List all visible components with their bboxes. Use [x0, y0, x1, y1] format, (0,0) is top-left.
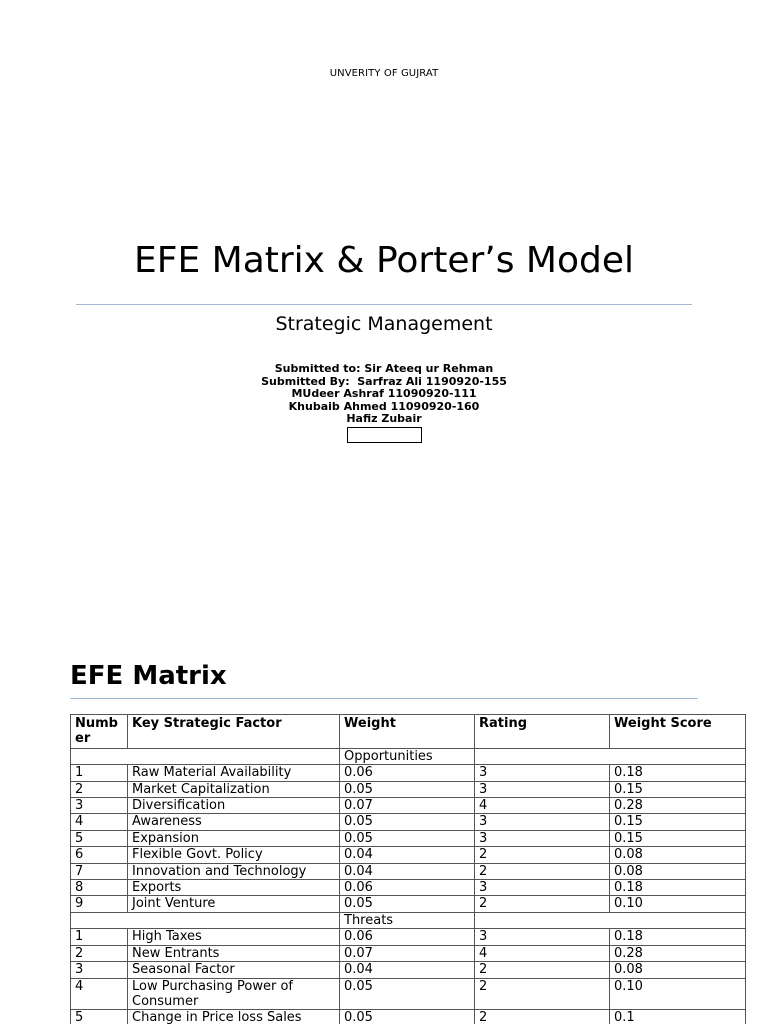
cell-score: 0.18 — [610, 765, 746, 781]
group-spacer-cell — [71, 912, 340, 928]
cell-score: 0.10 — [610, 896, 746, 912]
cell-factor: Innovation and Technology — [128, 863, 340, 879]
cell-rating: 2 — [475, 962, 610, 978]
cell-weight: 0.05 — [340, 896, 475, 912]
cell-weight: 0.04 — [340, 847, 475, 863]
column-header-score: Weight Score — [610, 715, 746, 749]
cell-number: 1 — [71, 765, 128, 781]
group-spacer-cell — [475, 912, 746, 928]
submitted-to-line: Submitted to: Sir Ateeq ur Rehman — [274, 362, 494, 375]
cell-number: 2 — [71, 945, 128, 961]
table-row — [71, 765, 746, 781]
cell-score: 0.10 — [610, 978, 746, 1010]
threats-group-row — [71, 912, 746, 928]
cell-number: 3 — [71, 962, 128, 978]
cell-weight: 0.07 — [340, 798, 475, 814]
cell-number: 2 — [71, 781, 128, 797]
cell-weight: 0.04 — [340, 863, 475, 879]
cell-factor: Diversification — [128, 798, 340, 814]
cell-rating: 3 — [475, 830, 610, 846]
cell-rating: 2 — [475, 978, 610, 1010]
cell-weight: 0.06 — [340, 929, 475, 945]
cell-factor: New Entrants — [128, 945, 340, 961]
cell-factor: Low Purchasing Power of Consumer — [128, 978, 340, 1010]
column-header-weight: Weight — [340, 715, 475, 749]
cell-rating: 3 — [475, 765, 610, 781]
table-row — [71, 798, 746, 814]
table-row — [71, 962, 746, 978]
cell-weight: 0.05 — [340, 978, 475, 1010]
cell-weight: 0.06 — [340, 880, 475, 896]
table-row — [71, 929, 746, 945]
cell-number: 5 — [71, 830, 128, 846]
cell-rating: 4 — [475, 945, 610, 961]
table-row — [71, 880, 746, 896]
cell-weight: 0.07 — [340, 945, 475, 961]
table-row — [71, 863, 746, 879]
cell-rating: 4 — [475, 798, 610, 814]
cell-score: 0.18 — [610, 880, 746, 896]
cell-number: 9 — [71, 896, 128, 912]
cell-factor: Exports — [128, 880, 340, 896]
cell-score: 0.15 — [610, 781, 746, 797]
cell-factor: Joint Venture — [128, 896, 340, 912]
cell-factor: Change in Price loss Sales — [128, 1010, 340, 1024]
opportunities-group-row — [71, 748, 746, 764]
empty-text-box — [347, 427, 422, 443]
cell-weight: 0.04 — [340, 962, 475, 978]
subtitle: Strategic Management — [275, 313, 493, 335]
cell-weight: 0.06 — [340, 765, 475, 781]
efe-matrix-table — [70, 714, 746, 1024]
cell-factor: High Taxes — [128, 929, 340, 945]
cell-number: 3 — [71, 798, 128, 814]
university-name: UNVERITY OF GUJRAT — [329, 68, 439, 79]
table-row — [71, 781, 746, 797]
cell-number: 7 — [71, 863, 128, 879]
cell-score: 0.28 — [610, 945, 746, 961]
cell-number: 8 — [71, 880, 128, 896]
cell-weight: 0.05 — [340, 814, 475, 830]
cell-weight: 0.05 — [340, 1010, 475, 1024]
cell-score: 0.28 — [610, 798, 746, 814]
cell-rating: 3 — [475, 880, 610, 896]
member-line: MUdeer Ashraf 11090920-111 — [291, 387, 477, 400]
page-title: EFE Matrix & Porter’s Model — [134, 240, 634, 281]
table-header-row — [71, 715, 746, 749]
cell-number: 6 — [71, 847, 128, 863]
cell-weight: 0.05 — [340, 781, 475, 797]
cell-factor: Raw Material Availability — [128, 765, 340, 781]
group-label-cell: Opportunities — [340, 748, 475, 764]
table-row — [71, 1010, 746, 1024]
cell-weight: 0.05 — [340, 830, 475, 846]
table-row — [71, 896, 746, 912]
member-line: Hafiz Zubair — [346, 412, 422, 425]
table-row — [71, 830, 746, 846]
cell-score: 0.15 — [610, 830, 746, 846]
cell-score: 0.15 — [610, 814, 746, 830]
cell-factor: Seasonal Factor — [128, 962, 340, 978]
column-header-factor: Key Strategic Factor — [128, 715, 340, 749]
group-spacer-cell — [475, 748, 746, 764]
section-divider — [70, 698, 698, 699]
cell-factor: Flexible Govt. Policy — [128, 847, 340, 863]
cell-rating: 2 — [475, 896, 610, 912]
table-row — [71, 847, 746, 863]
cell-score: 0.18 — [610, 929, 746, 945]
title-divider — [76, 304, 692, 305]
cell-score: 0.08 — [610, 863, 746, 879]
cell-score: 0.1 — [610, 1010, 746, 1024]
table-row — [71, 978, 746, 1010]
section-title: EFE Matrix — [70, 661, 227, 691]
cell-rating: 3 — [475, 814, 610, 830]
cell-score: 0.08 — [610, 847, 746, 863]
table-row — [71, 814, 746, 830]
table-body — [71, 748, 746, 1024]
cell-rating: 2 — [475, 847, 610, 863]
group-spacer-cell — [71, 748, 340, 764]
cell-factor: Market Capitalization — [128, 781, 340, 797]
member-line: Khubaib Ahmed 11090920-160 — [288, 399, 480, 413]
column-header-number: Numb er — [71, 715, 128, 749]
group-label-cell: Threats — [340, 912, 475, 928]
cell-rating: 2 — [475, 863, 610, 879]
cell-number: 1 — [71, 929, 128, 945]
table-row — [71, 945, 746, 961]
cell-number: 5 — [71, 1010, 128, 1024]
cell-factor: Expansion — [128, 830, 340, 846]
cell-score: 0.08 — [610, 962, 746, 978]
submitted-by-line: Submitted By: Sarfraz Ali 1190920-155 — [261, 374, 507, 388]
cell-number: 4 — [71, 814, 128, 830]
submission-block — [0, 363, 768, 446]
cell-rating: 3 — [475, 929, 610, 945]
cell-number: 4 — [71, 978, 128, 1010]
cell-rating: 2 — [475, 1010, 610, 1024]
cell-rating: 3 — [475, 781, 610, 797]
column-header-rating: Rating — [475, 715, 610, 749]
cell-factor: Awareness — [128, 814, 340, 830]
